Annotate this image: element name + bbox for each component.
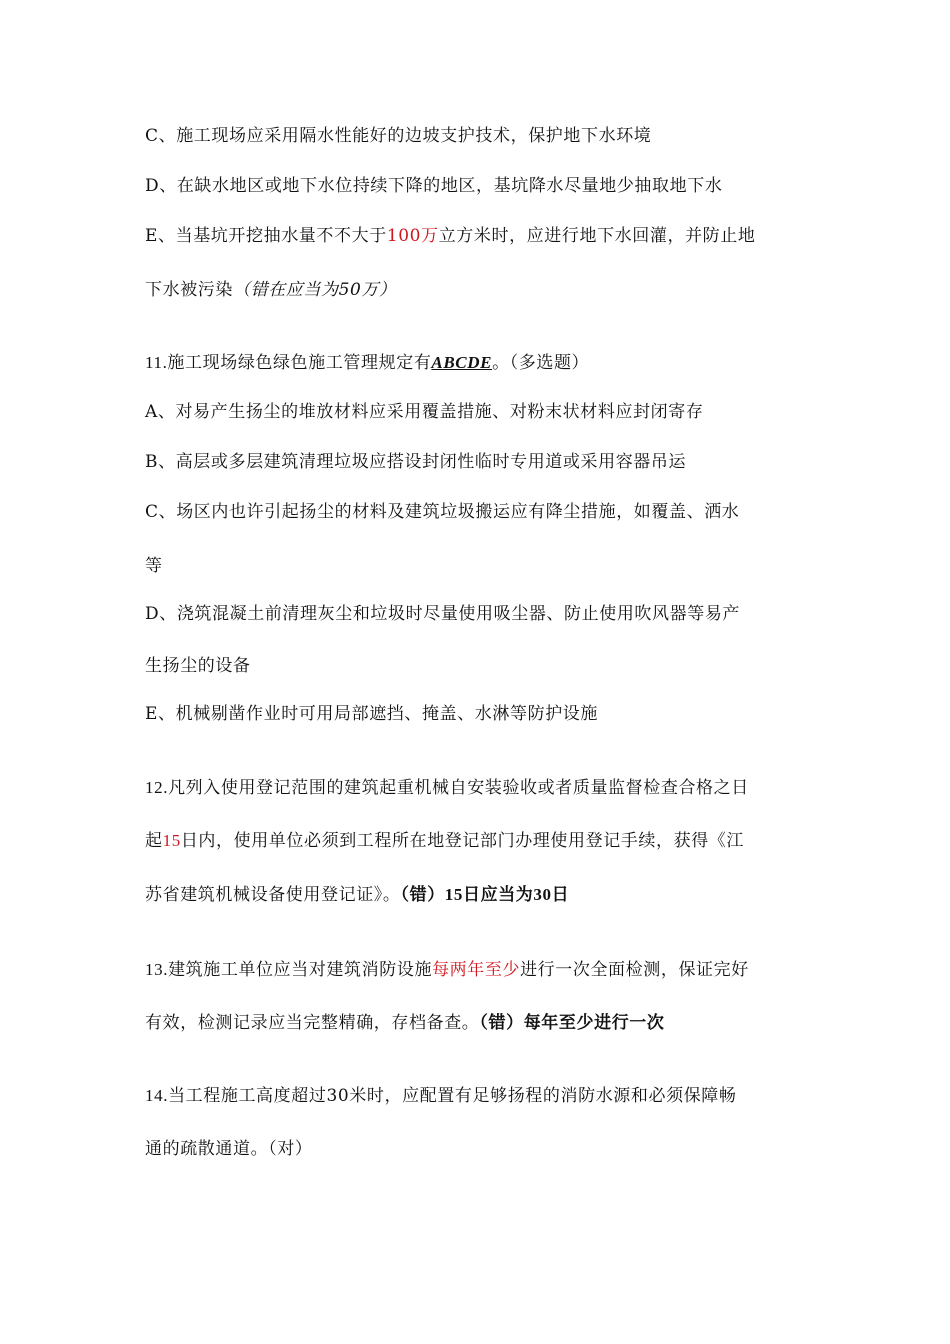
q11-option-d-text: D、浇筑混凝土前清理灰尘和垃圾时尽量使用吸尘器、防止使用吹风器等易产 <box>145 604 741 624</box>
q11-option-a <box>145 400 815 424</box>
q12-text-line2-post: 日内，使用单位必须到工程所在地登记部门办理使用登记手续，获得《江 <box>180 831 745 851</box>
q12-line3 <box>145 883 815 907</box>
q11-option-a-text: A、对易产生扬尘的堆放材料应采用覆盖措施、对粉末状材料应封闭寄存 <box>145 402 704 422</box>
q11-stem <box>145 351 815 375</box>
q14-text-line1: 当工程施工高度超过30米时，应配置有足够扬程的消防水源和必须保障畅 <box>168 1086 737 1106</box>
q11-number: 11. <box>145 353 168 372</box>
q12-line2 <box>145 829 815 853</box>
q11-option-e <box>145 702 815 726</box>
q12-text-line3: 苏省建筑机械设备使用登记证》。 <box>145 885 401 905</box>
q12-highlight: 15 <box>162 831 181 850</box>
q11-stem-text: 施工现场绿色绿色施工管理规定有 <box>167 353 432 373</box>
q10-option-d-text: D、在缺水地区或地下水位持续下降的地区，基坑降水尽量地少抽取地下水 <box>145 176 723 196</box>
q13-text-line1-pre: 建筑施工单位应当对建筑消防设施 <box>168 960 433 980</box>
q13-line1 <box>145 958 815 982</box>
q10-option-e <box>145 224 815 248</box>
q10-option-e-continuation: 下水被污染 <box>145 280 233 300</box>
q13-text-line2: 有效，检测记录应当完整精确，存档备查。 <box>145 1013 480 1033</box>
q11-option-b <box>145 450 815 474</box>
q11-answer-key: ABCDE <box>431 353 493 372</box>
q11-stem-suffix: 。（多选题） <box>492 353 590 373</box>
q10-option-e-line2 <box>145 278 815 302</box>
q10-option-e-pre: E、当基坑开挖抽水量不不大于 <box>145 226 387 246</box>
q14-line2 <box>145 1137 815 1161</box>
q10-option-d <box>145 174 815 198</box>
q11-option-b-text: B、高层或多层建筑清理垃圾应搭设封闭性临时专用道或采用容器吊运 <box>145 452 687 472</box>
q13-highlight: 每两年至少 <box>432 960 521 980</box>
q11-option-d <box>145 602 815 626</box>
q11-option-d-line2 <box>145 654 815 678</box>
q11-option-c-line2 <box>145 554 815 578</box>
q13-verdict: （错）每年至少进行一次 <box>479 1013 665 1032</box>
q10-option-c-text: C、施工现场应采用隔水性能好的边坡支护技术，保护地下水环境 <box>145 126 652 146</box>
q12-number: 12. <box>145 778 169 797</box>
q13-text-line1-post: 进行一次全面检测，保证完好 <box>520 960 749 980</box>
q10-option-e-post: 立方米时，应进行地下水回灌，并防止地 <box>438 226 756 246</box>
q12-text-line1: 凡列入使用登记范围的建筑起重机械自安装验收或者质量监督检查合格之日 <box>168 778 749 798</box>
q11-option-c <box>145 500 815 524</box>
q11-option-c-text: C、场区内也许引起扬尘的材料及建筑垃圾搬运应有降尘措施，如覆盖、洒水 <box>145 502 740 522</box>
q14-line1 <box>145 1084 815 1108</box>
q12-line1 <box>145 776 815 800</box>
q11-option-c-continuation: 等 <box>145 556 163 576</box>
q10-option-c <box>145 124 815 148</box>
q11-option-d-continuation: 生扬尘的设备 <box>145 656 251 676</box>
q14-text-line2: 通的疏散通道。（对） <box>145 1139 313 1159</box>
q14-number: 14. <box>145 1086 169 1105</box>
q11-option-e-text: E、机械剔凿作业时可用局部遮挡、掩盖、水淋等防护设施 <box>145 704 599 724</box>
q12-verdict: （错）15日应当为30日 <box>400 885 570 904</box>
q12-text-line2-pre: 起 <box>145 831 163 851</box>
q13-line2 <box>145 1011 815 1035</box>
q10-correction-note: （错在应当为50万） <box>233 280 397 300</box>
q10-option-e-highlight: 100万 <box>386 226 439 246</box>
q13-number: 13. <box>145 960 169 979</box>
